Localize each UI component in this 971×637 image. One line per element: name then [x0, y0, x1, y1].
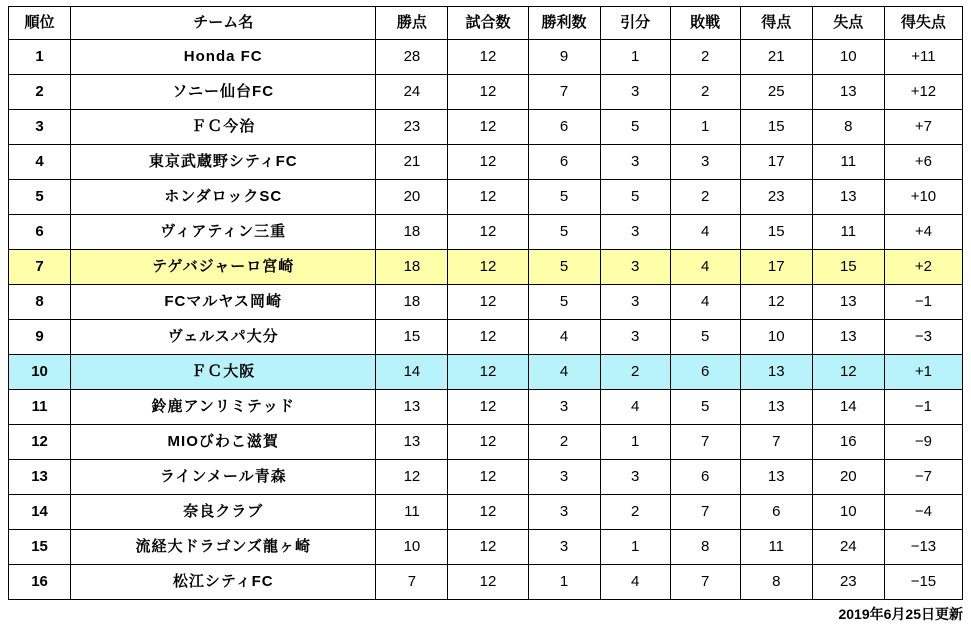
column-header-wins: 勝利数 — [528, 7, 600, 40]
standings-table — [8, 6, 963, 600]
cell-team: ヴィアティン三重 — [71, 215, 376, 250]
cell-rank: 15 — [9, 530, 71, 565]
cell-goals-for: 17 — [740, 145, 812, 180]
cell-goal-diff: +4 — [884, 215, 962, 250]
cell-draws: 2 — [600, 495, 670, 530]
cell-losses: 3 — [670, 145, 740, 180]
cell-wins: 5 — [528, 180, 600, 215]
cell-points: 12 — [376, 460, 448, 495]
table-row — [9, 495, 963, 530]
cell-goals-against: 13 — [812, 285, 884, 320]
cell-points: 13 — [376, 390, 448, 425]
cell-games: 12 — [448, 495, 528, 530]
cell-losses: 2 — [670, 75, 740, 110]
cell-team: FCマルヤス岡崎 — [71, 285, 376, 320]
cell-goals-against: 13 — [812, 180, 884, 215]
cell-team: ＦＣ今治 — [71, 110, 376, 145]
table-row — [9, 530, 963, 565]
cell-goals-against: 14 — [812, 390, 884, 425]
column-header-points: 勝点 — [376, 7, 448, 40]
table-row — [9, 355, 963, 390]
cell-losses: 4 — [670, 285, 740, 320]
cell-rank: 8 — [9, 285, 71, 320]
cell-draws: 3 — [600, 250, 670, 285]
cell-draws: 4 — [600, 565, 670, 600]
cell-losses: 5 — [670, 390, 740, 425]
cell-goals-against: 10 — [812, 495, 884, 530]
cell-goals-for: 15 — [740, 110, 812, 145]
cell-points: 18 — [376, 250, 448, 285]
cell-losses: 7 — [670, 495, 740, 530]
cell-draws: 2 — [600, 355, 670, 390]
table-row — [9, 565, 963, 600]
column-header-draws: 引分 — [600, 7, 670, 40]
table-row — [9, 425, 963, 460]
cell-goals-against: 13 — [812, 75, 884, 110]
cell-rank: 3 — [9, 110, 71, 145]
cell-team: 東京武蔵野シティFC — [71, 145, 376, 180]
table-row — [9, 460, 963, 495]
cell-losses: 6 — [670, 460, 740, 495]
column-header-rank: 順位 — [9, 7, 71, 40]
cell-points: 11 — [376, 495, 448, 530]
cell-wins: 2 — [528, 425, 600, 460]
cell-draws: 3 — [600, 460, 670, 495]
cell-wins: 3 — [528, 495, 600, 530]
cell-goals-for: 25 — [740, 75, 812, 110]
cell-rank: 5 — [9, 180, 71, 215]
cell-goals-for: 7 — [740, 425, 812, 460]
cell-games: 12 — [448, 530, 528, 565]
cell-wins: 7 — [528, 75, 600, 110]
cell-goal-diff: +12 — [884, 75, 962, 110]
cell-losses: 6 — [670, 355, 740, 390]
table-row — [9, 110, 963, 145]
cell-rank: 6 — [9, 215, 71, 250]
cell-goals-against: 16 — [812, 425, 884, 460]
cell-games: 12 — [448, 460, 528, 495]
cell-goals-for: 11 — [740, 530, 812, 565]
cell-goals-for: 13 — [740, 355, 812, 390]
cell-goals-for: 8 — [740, 565, 812, 600]
cell-goal-diff: −9 — [884, 425, 962, 460]
cell-draws: 3 — [600, 145, 670, 180]
cell-rank: 13 — [9, 460, 71, 495]
cell-draws: 4 — [600, 390, 670, 425]
cell-points: 13 — [376, 425, 448, 460]
column-header-team: チーム名 — [71, 7, 376, 40]
cell-points: 7 — [376, 565, 448, 600]
cell-draws: 3 — [600, 285, 670, 320]
cell-goal-diff: +6 — [884, 145, 962, 180]
cell-losses: 7 — [670, 565, 740, 600]
table-header-row — [9, 7, 963, 40]
cell-losses: 2 — [670, 40, 740, 75]
cell-goal-diff: −15 — [884, 565, 962, 600]
cell-goal-diff: −7 — [884, 460, 962, 495]
cell-goals-for: 13 — [740, 460, 812, 495]
cell-games: 12 — [448, 180, 528, 215]
column-header-games: 試合数 — [448, 7, 528, 40]
cell-wins: 5 — [528, 285, 600, 320]
cell-wins: 1 — [528, 565, 600, 600]
cell-points: 14 — [376, 355, 448, 390]
cell-wins: 9 — [528, 40, 600, 75]
cell-team: ラインメール青森 — [71, 460, 376, 495]
cell-wins: 6 — [528, 110, 600, 145]
cell-games: 12 — [448, 425, 528, 460]
cell-team: MIOびわこ滋賀 — [71, 425, 376, 460]
cell-draws: 3 — [600, 75, 670, 110]
cell-games: 12 — [448, 250, 528, 285]
cell-points: 18 — [376, 285, 448, 320]
table-row — [9, 180, 963, 215]
cell-goal-diff: −13 — [884, 530, 962, 565]
cell-losses: 8 — [670, 530, 740, 565]
cell-draws: 1 — [600, 40, 670, 75]
cell-losses: 2 — [670, 180, 740, 215]
cell-goals-against: 13 — [812, 320, 884, 355]
cell-games: 12 — [448, 390, 528, 425]
cell-goals-for: 23 — [740, 180, 812, 215]
cell-goals-against: 20 — [812, 460, 884, 495]
cell-points: 20 — [376, 180, 448, 215]
cell-rank: 9 — [9, 320, 71, 355]
cell-wins: 5 — [528, 250, 600, 285]
table-row — [9, 145, 963, 180]
updated-date: 2019年6月25日更新 — [838, 606, 963, 622]
cell-goals-for: 21 — [740, 40, 812, 75]
cell-goal-diff: +7 — [884, 110, 962, 145]
cell-draws: 1 — [600, 530, 670, 565]
cell-goals-for: 6 — [740, 495, 812, 530]
cell-team: ヴェルスパ大分 — [71, 320, 376, 355]
cell-goals-against: 11 — [812, 145, 884, 180]
cell-games: 12 — [448, 355, 528, 390]
cell-rank: 2 — [9, 75, 71, 110]
cell-draws: 1 — [600, 425, 670, 460]
cell-goals-against: 11 — [812, 215, 884, 250]
cell-goals-against: 10 — [812, 40, 884, 75]
cell-goals-for: 15 — [740, 215, 812, 250]
cell-wins: 3 — [528, 530, 600, 565]
cell-goal-diff: −1 — [884, 390, 962, 425]
cell-goal-diff: +10 — [884, 180, 962, 215]
table-row — [9, 250, 963, 285]
cell-games: 12 — [448, 110, 528, 145]
cell-goal-diff: +1 — [884, 355, 962, 390]
cell-goals-against: 12 — [812, 355, 884, 390]
cell-points: 24 — [376, 75, 448, 110]
cell-goal-diff: +11 — [884, 40, 962, 75]
cell-goals-against: 23 — [812, 565, 884, 600]
cell-wins: 6 — [528, 145, 600, 180]
cell-games: 12 — [448, 215, 528, 250]
table-row — [9, 40, 963, 75]
cell-goals-against: 15 — [812, 250, 884, 285]
cell-goals-against: 24 — [812, 530, 884, 565]
cell-points: 21 — [376, 145, 448, 180]
cell-team: Honda FC — [71, 40, 376, 75]
column-header-gf: 得点 — [740, 7, 812, 40]
cell-goals-for: 12 — [740, 285, 812, 320]
table-row — [9, 320, 963, 355]
cell-rank: 12 — [9, 425, 71, 460]
table-row — [9, 215, 963, 250]
cell-draws: 3 — [600, 320, 670, 355]
cell-wins: 3 — [528, 390, 600, 425]
cell-rank: 1 — [9, 40, 71, 75]
cell-points: 18 — [376, 215, 448, 250]
cell-points: 23 — [376, 110, 448, 145]
cell-losses: 5 — [670, 320, 740, 355]
cell-team: ホンダロックSC — [71, 180, 376, 215]
column-header-ga: 失点 — [812, 7, 884, 40]
cell-goal-diff: +2 — [884, 250, 962, 285]
cell-games: 12 — [448, 285, 528, 320]
cell-losses: 4 — [670, 250, 740, 285]
cell-rank: 16 — [9, 565, 71, 600]
cell-draws: 5 — [600, 110, 670, 145]
cell-games: 12 — [448, 40, 528, 75]
table-row — [9, 390, 963, 425]
cell-points: 28 — [376, 40, 448, 75]
cell-rank: 10 — [9, 355, 71, 390]
cell-games: 12 — [448, 320, 528, 355]
cell-games: 12 — [448, 565, 528, 600]
cell-games: 12 — [448, 75, 528, 110]
cell-goals-for: 17 — [740, 250, 812, 285]
cell-team: 鈴鹿アンリミテッド — [71, 390, 376, 425]
table-row — [9, 75, 963, 110]
cell-team: テゲバジャーロ宮崎 — [71, 250, 376, 285]
cell-draws: 5 — [600, 180, 670, 215]
cell-goals-for: 10 — [740, 320, 812, 355]
cell-team: 松江シティFC — [71, 565, 376, 600]
table-row — [9, 285, 963, 320]
cell-losses: 1 — [670, 110, 740, 145]
cell-team: ソニー仙台FC — [71, 75, 376, 110]
cell-goal-diff: −1 — [884, 285, 962, 320]
cell-rank: 4 — [9, 145, 71, 180]
cell-losses: 4 — [670, 215, 740, 250]
cell-wins: 3 — [528, 460, 600, 495]
cell-rank: 11 — [9, 390, 71, 425]
cell-goals-against: 8 — [812, 110, 884, 145]
cell-points: 15 — [376, 320, 448, 355]
cell-wins: 4 — [528, 320, 600, 355]
cell-rank: 14 — [9, 495, 71, 530]
cell-wins: 5 — [528, 215, 600, 250]
cell-rank: 7 — [9, 250, 71, 285]
cell-team: 流経大ドラゴンズ龍ヶ崎 — [71, 530, 376, 565]
column-header-losses: 敗戦 — [670, 7, 740, 40]
cell-goal-diff: −3 — [884, 320, 962, 355]
cell-losses: 7 — [670, 425, 740, 460]
cell-goals-for: 13 — [740, 390, 812, 425]
cell-points: 10 — [376, 530, 448, 565]
cell-goal-diff: −4 — [884, 495, 962, 530]
cell-wins: 4 — [528, 355, 600, 390]
cell-draws: 3 — [600, 215, 670, 250]
column-header-gd: 得失点 — [884, 7, 962, 40]
cell-team: 奈良クラブ — [71, 495, 376, 530]
cell-team: ＦＣ大阪 — [71, 355, 376, 390]
cell-games: 12 — [448, 145, 528, 180]
